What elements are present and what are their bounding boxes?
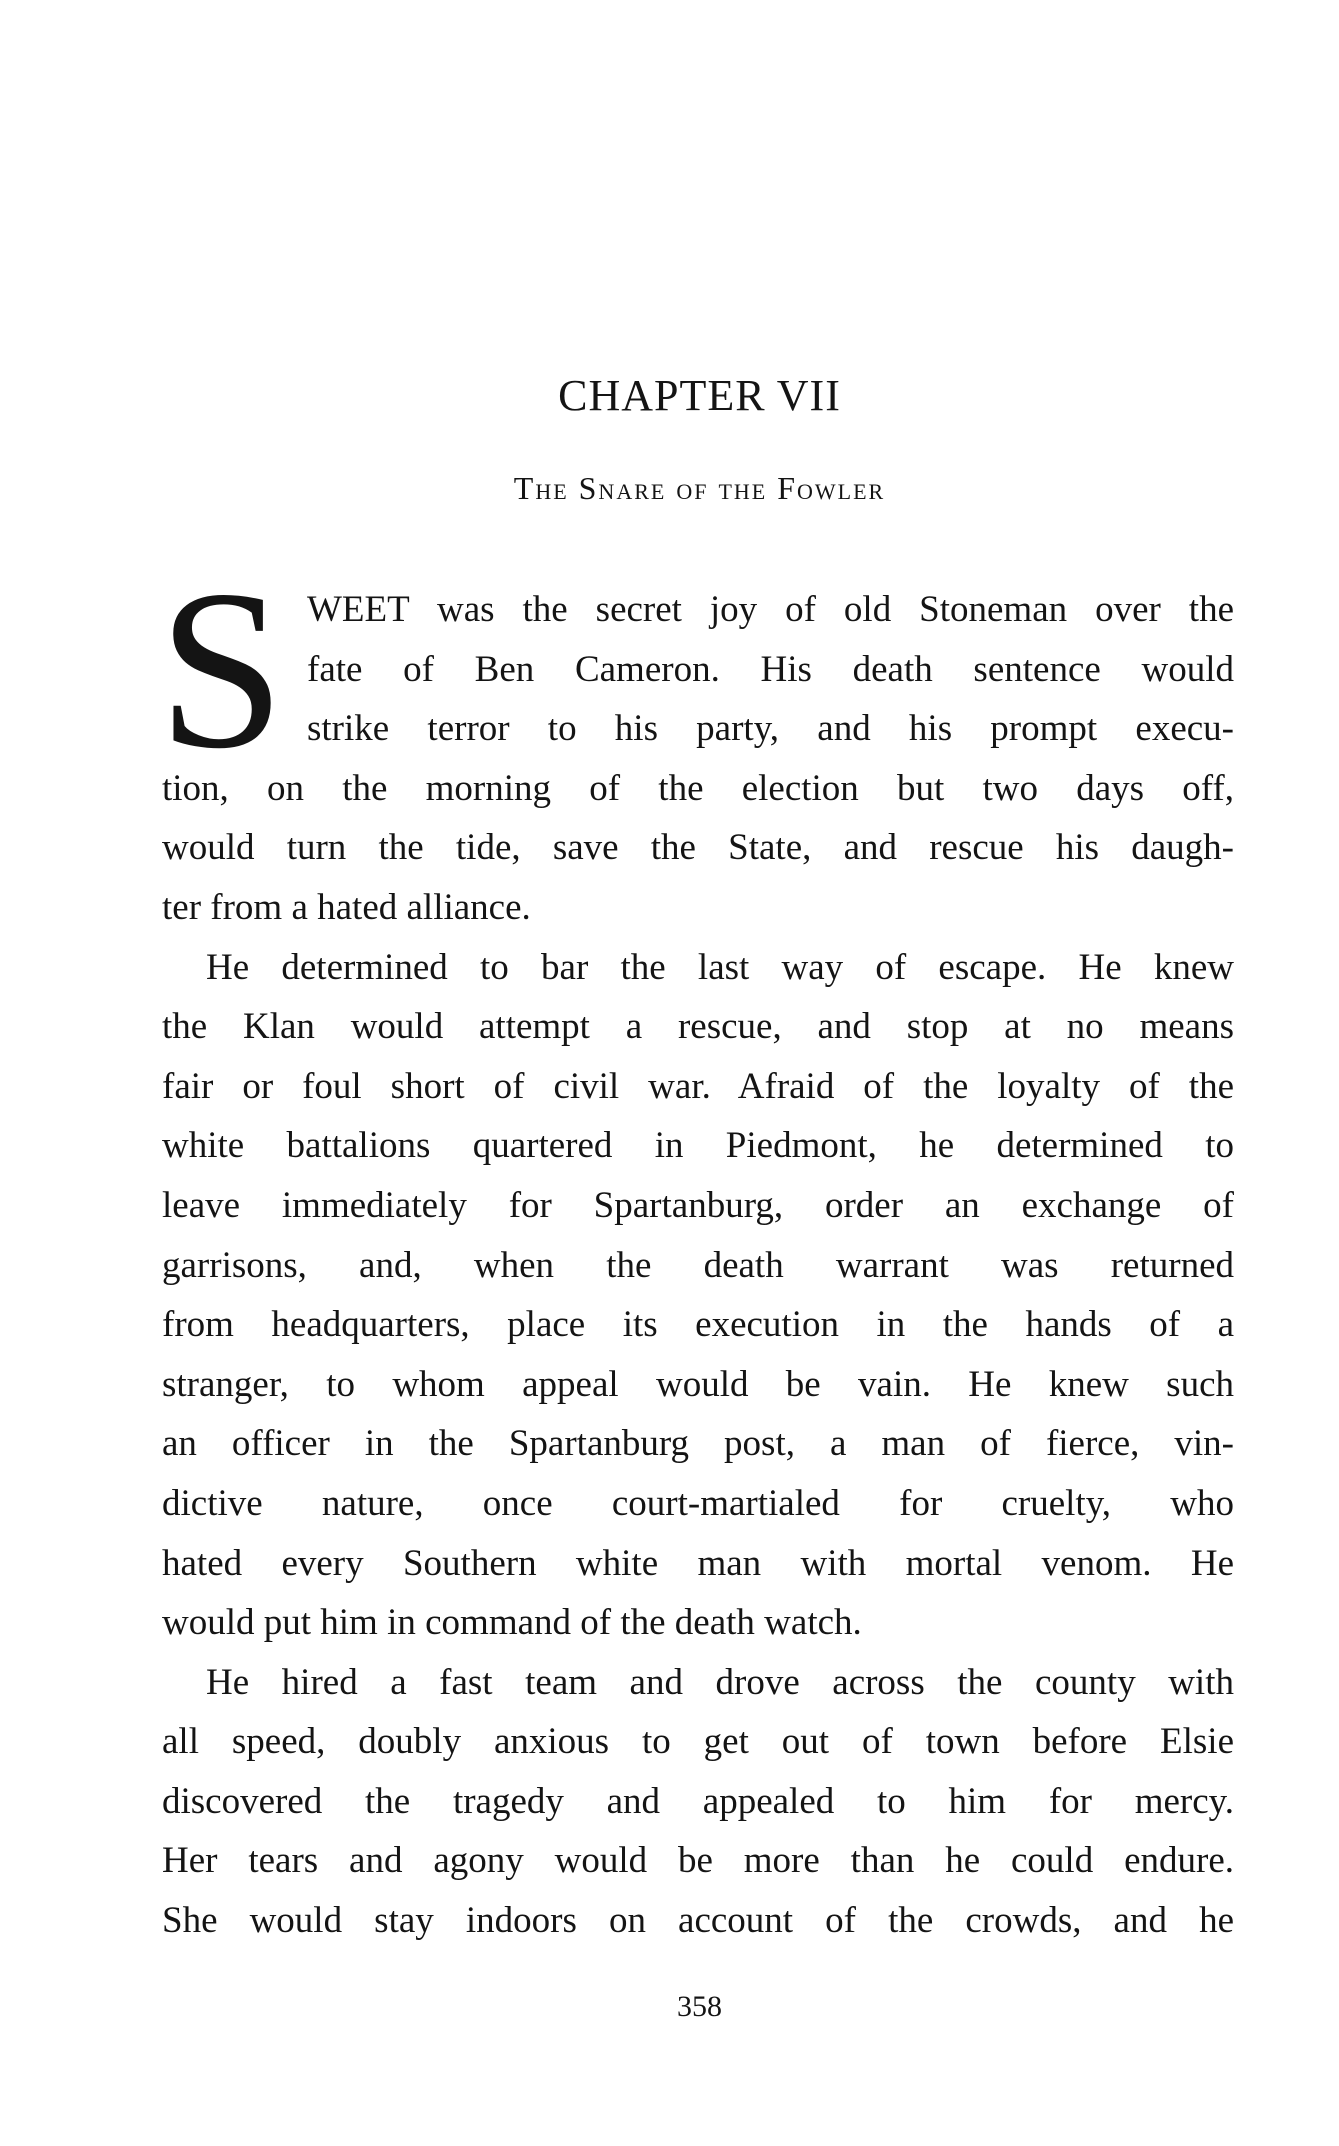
text-line: an officer in the Spartanburg post, a man of fierce, vin- [162, 1423, 1234, 1465]
page-number: 358 [677, 1990, 722, 2023]
text-line: ter from a hated alliance. [162, 886, 531, 928]
text-line: Her tears and agony would be more than he could endure. [162, 1840, 1234, 1882]
text-line: would put him in command of the death watch. [162, 1602, 862, 1644]
text-line: discovered the tragedy and appealed to him for mercy. [162, 1780, 1234, 1822]
text-line: would turn the tide, save the State, and rescue his daugh- [162, 827, 1234, 869]
text-line: fate of Ben Cameron. His death sentence would [307, 648, 1234, 690]
text-line: the Klan would attempt a rescue, and stop at no means [162, 1006, 1234, 1048]
paragraph-3 [162, 1653, 1234, 1951]
paragraph-2 [162, 938, 1234, 1653]
text-line: stranger, to whom appeal would be vain. He knew such [162, 1363, 1234, 1405]
text-line: dictive nature, once court-martialed for cruelty, who [162, 1482, 1234, 1524]
chapter-title: The Snare of the Fowler [513, 470, 886, 506]
text-line: fair or foul short of civil war. Afraid of the loyalty of the [162, 1065, 1234, 1107]
text-line: white battalions quartered in Piedmont, he determined to [162, 1125, 1234, 1167]
text-line: leave immediately for Spartanburg, order an exchange of [162, 1184, 1234, 1226]
drop-cap: S [158, 544, 285, 796]
text-line: WEET was the secret joy of old Stoneman over the [307, 589, 1234, 630]
text-line: He hired a fast team and drove across the county with [206, 1661, 1234, 1703]
paragraph-1 [162, 580, 1234, 938]
text-line: all speed, doubly anxious to get out of town before Elsie [162, 1721, 1234, 1763]
chapter-number: CHAPTER VII [558, 371, 841, 420]
text-line: tion, on the morning of the election but two days off, [162, 767, 1234, 809]
chapter-body [162, 580, 1234, 1951]
text-line: hated every Southern white man with mortal venom. He [162, 1542, 1234, 1584]
text-line: She would stay indoors on account of the crowds, and he [162, 1900, 1234, 1942]
text-line: garrisons, and, when the death warrant was returned [162, 1244, 1234, 1286]
text-line: He determined to bar the last way of escape. He knew [206, 946, 1234, 988]
text-line: from headquarters, place its execution in the hands of a [162, 1304, 1234, 1346]
text-line: strike terror to his party, and his prompt execu- [307, 708, 1234, 750]
